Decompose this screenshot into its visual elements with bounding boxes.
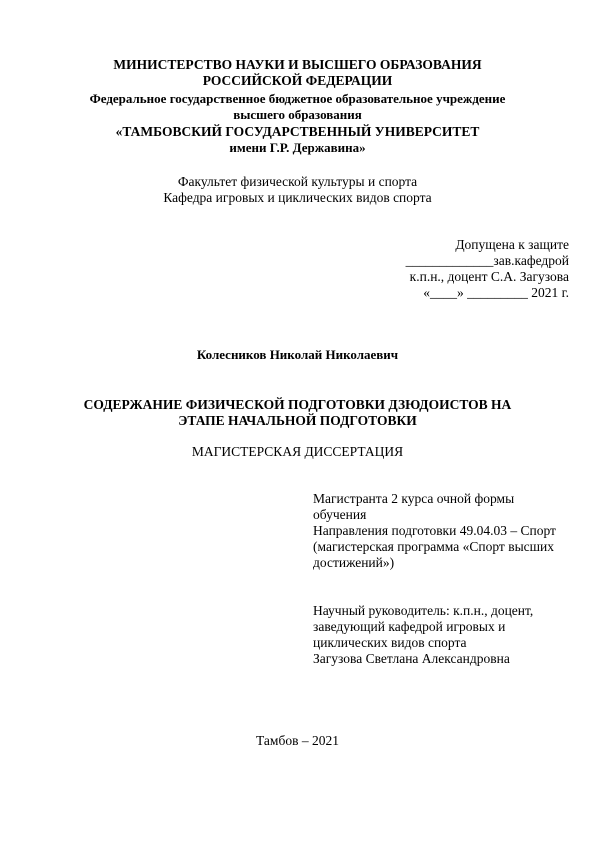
student-info-line-2: обучения xyxy=(313,507,367,522)
supervisor-line-1: Научный руководитель: к.п.н., доцент, xyxy=(313,603,534,618)
approval-line-1: Допущена к защите xyxy=(455,237,569,252)
institution-line-2: высшего образования xyxy=(233,107,362,122)
university-line-2: имени Г.Р. Державина» xyxy=(229,140,366,155)
ministry-line-1: МИНИСТЕРСТВО НАУКИ И ВЫСШЕГО ОБРАЗОВАНИЯ xyxy=(113,57,482,72)
approval-line-3: к.п.н., доцент С.А. Загузова xyxy=(409,269,569,284)
student-info-line-4: (магистерская программа «Спорт высших xyxy=(313,539,555,554)
student-info-block xyxy=(313,491,556,571)
thesis-title-line-2: ЭТАПЕ НАЧАЛЬНОЙ ПОДГОТОВКИ xyxy=(178,413,417,428)
approval-line-4: «____» _________ 2021 г. xyxy=(423,285,569,300)
ministry-line-2: РОССИЙСКОЙ ФЕДЕРАЦИИ xyxy=(202,73,393,88)
thesis-title-line-1: СОДЕРЖАНИЕ ФИЗИЧЕСКОЙ ПОДГОТОВКИ ДЗЮДОИСТОВ НА xyxy=(83,397,512,412)
thesis-type: МАГИСТЕРСКАЯ ДИССЕРТАЦИЯ xyxy=(191,444,404,459)
city-year: Тамбов – 2021 xyxy=(256,733,339,748)
faculty-name: Факультет физической культуры и спорта xyxy=(177,174,418,189)
approval-line-2: _____________зав.кафедрой xyxy=(405,253,569,268)
department-name: Кафедра игровых и циклических видов спорта xyxy=(163,190,432,205)
supervisor-line-3: циклических видов спорта xyxy=(313,635,467,650)
student-info-line-5: достижений») xyxy=(313,555,395,570)
author-name: Колесников Николай Николаевич xyxy=(196,347,399,362)
student-info-line-1: Магистранта 2 курса очной формы xyxy=(313,491,515,506)
approval-block xyxy=(406,237,569,301)
student-info-line-3: Направления подготовки 49.04.03 – Спорт xyxy=(313,523,556,538)
supervisor-block xyxy=(313,603,533,667)
institution-line-1: Федеральное государственное бюджетное образовательное учреждение xyxy=(89,91,506,106)
supervisor-line-4: Загузова Светлана Александровна xyxy=(313,651,510,666)
supervisor-line-2: заведующий кафедрой игровых и xyxy=(313,619,506,634)
university-line-1: «ТАМБОВСКИЙ ГОСУДАРСТВЕННЫЙ УНИВЕРСИТЕТ xyxy=(115,124,480,139)
